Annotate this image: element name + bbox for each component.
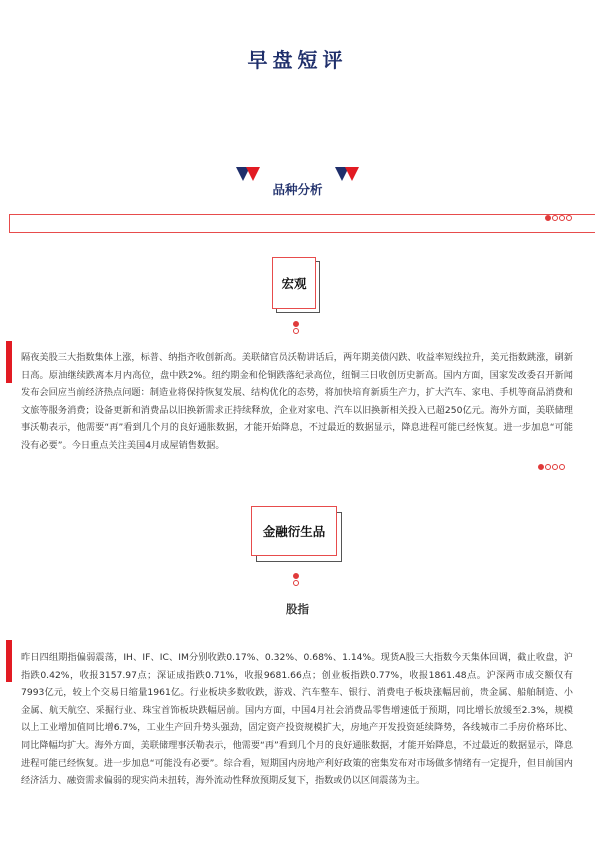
pager-dots-icon — [538, 464, 565, 470]
paragraph-marker — [6, 341, 12, 383]
macro-label: 宏观 — [272, 257, 316, 309]
page-title: 早盘短评 — [247, 48, 348, 72]
derivatives-label: 金融衍生品 — [251, 506, 337, 556]
connector-dots-icon — [293, 321, 301, 335]
subsection-title: 股指 — [286, 602, 309, 616]
connector-dots-icon — [293, 573, 301, 587]
section-band — [9, 214, 595, 233]
derivatives-paragraph: 昨日四组期指偏弱震荡，IH、IF、IC、IM分别收跌0.17%、0.32%、0.68%、1.14%。现货A股三大指数今天集体回调，截止收盘，沪指跌0.42%，收报3157.97点；深证成指跌0.71%，收报9681.66点；创业板指跌0.77%，收报1861.48点。沪深两市成交额仅有7993亿元，较上个交易日缩量1961亿。行业板块多数收跌，游戏、汽车整车、银行、消费电子板块涨幅居前，贵金属、船舶制造、小金属、航天航空、采掘行业、珠宝首饰板块跌幅居前。国内方面，中国4月社会消费品零售增速低于预期，同比增长放缓至2.3%，规模以上工业增加值同比增6.7%，工业生产回升势头强劲，固定资产投资规模扩大，房地产开发投资延续降势，各线城市二手房价格环比、同比降幅均扩大。海外方面，美联储理事沃勒表示，他需要“再”看到几个月的良好通胀数据，才能开始降息，不过最近的数据显示，降息进程可能已经恢复。进一步加息“可能没有必要”。综合看，短期国内房地产利好政策的密集发布对市场做多情绪有一定提升，但目前国内经济活力、融资需求偏弱的现实尚未扭转，海外流动性释放预期反复下，指数或仍以区间震荡为主。 — [21, 652, 573, 787]
macro-label-box — [272, 257, 322, 315]
paragraph-marker — [6, 640, 12, 682]
triangle-pair-icon-left — [236, 167, 260, 181]
section-title: 品种分析 — [272, 182, 323, 197]
macro-paragraph: 隔夜美股三大指数集体上涨，标普、纳指齐收创新高。美联储官员沃勒讲话后，两年期美债闪跌、收益率短线拉升，美元指数跳涨，刷新日高。原油继续跌离本月内高位，盘中跌2%。纽约期金和伦铜跌落纪录高位，纽铜三日收创历史新高。国内方面，国家发改委召开新闻发布会回应当前经济热点问题：制造业将保持恢复发展、结构优化的态势，将加快培育新质生产力，扩大汽车、家电、手机等商品消费和文旅等服务消费；设备更新和消费品以旧换新需求正持续释放，企业对家电、汽车以旧换新相关投入已超250亿元。海外方面，美联储理事沃勒表示，他需要“再”看到几个月的良好通胀数据，才能开始降息，不过最近的数据显示，降息进程可能已经恢复。进一步加息“可能没有必要”。今日重点关注美国4月成屋销售数据。 — [21, 352, 573, 451]
triangle-pair-icon-right — [335, 167, 359, 181]
derivatives-label-box — [251, 506, 343, 564]
pager-dots-icon — [545, 215, 572, 221]
